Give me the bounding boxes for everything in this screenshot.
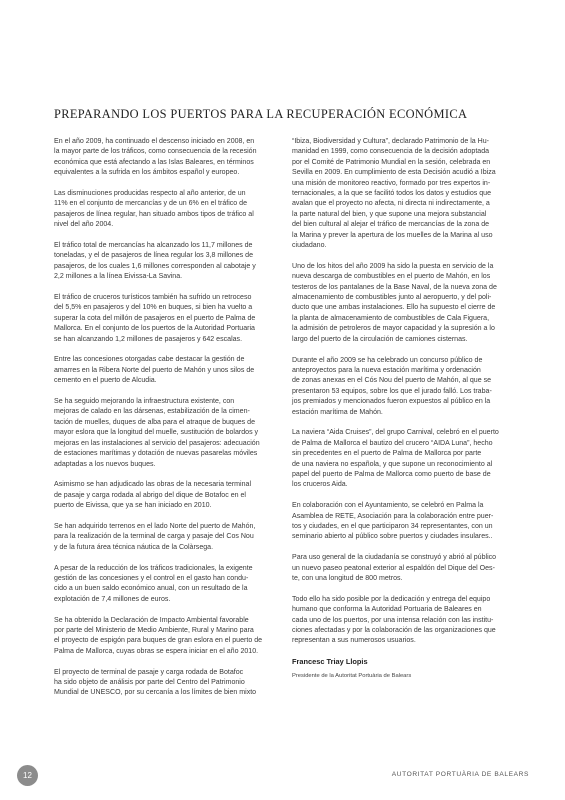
text-line: mejoras de calado en las dársenas, estabilización de la cimen- <box>54 408 250 416</box>
left-text-column <box>54 137 282 709</box>
body-paragraph <box>292 262 520 345</box>
text-line: por el Comité de Patrimonio Mundial en la sesión, celebrada en <box>292 158 491 166</box>
text-line: te, con una longitud de 800 metros. <box>292 574 403 582</box>
text-line: El proyecto de terminal de pasaje y carga rodada de Botafoc <box>54 668 244 676</box>
text-line: nueva descarga de combustibles en el puerto de Mahón, en los <box>292 273 491 281</box>
text-line: el proyecto de espigón para buques de gran eslora en el puerto de <box>54 637 263 645</box>
page-title: PREPARANDO LOS PUERTOS PARA LA RECUPERACIÓN ECONÓMICA <box>54 107 468 121</box>
right-paragraphs <box>292 137 520 647</box>
page-number: 12 <box>23 771 32 780</box>
body-paragraph <box>54 480 282 511</box>
text-line: pasajeros de línea regular, han situado ambos tipos de tráfico al <box>54 210 254 218</box>
text-line: Entre las concesiones otorgadas cabe destacar la gestión de <box>54 356 245 364</box>
body-paragraph <box>292 595 520 647</box>
body-paragraph <box>292 137 520 251</box>
text-line: económica que está afectando a las Islas Baleares, en términos <box>54 158 254 166</box>
text-line: ternacionales, a la que se facilitó todos los datos y estudios que <box>292 190 492 198</box>
text-line: y de la futura área técnica náutica de la Colàrsega. <box>54 543 214 551</box>
text-line: cada uno de los puertos, por una intensa relación con las institu- <box>292 616 494 624</box>
text-line: del bien cultural al alejar el tráfico de mercancías de la zona de <box>292 221 490 229</box>
text-line: ha sido objeto de análisis por parte del Centro del Patrimonio <box>54 678 245 686</box>
text-line: explotación de 7,4 millones de euros. <box>54 595 171 603</box>
text-line: de estaciones marítimas y dotación de nuevas pasarelas móviles <box>54 450 258 458</box>
text-line: Se ha obtenido la Declaración de Impacto Ambiental favorable <box>54 616 249 624</box>
text-line: equivalentes a la sufrida en los ámbitos español y europeo. <box>54 169 240 177</box>
text-line: de pasaje y carga rodada al abrigo del dique de Botafoc en el <box>54 491 246 499</box>
right-text-column <box>292 137 520 681</box>
text-line: para la realización de la terminal de carga y pasaje del Cos Nou <box>54 533 254 541</box>
text-line: Asamblea de RETE, Asociación para la colaboración entre puer- <box>292 512 494 520</box>
text-line: La naviera “Aida Cruises”, del grupo Carnival, celebró en el puerto <box>292 429 499 437</box>
text-line: por parte del Ministerio de Medio Ambiente, Rural y Marino para <box>54 626 254 634</box>
text-line: la mayor parte de los tráficos, como consecuencia de la recesión <box>54 148 257 156</box>
text-line: puerto de Eivissa, que ya se han iniciado en 2010. <box>54 502 212 510</box>
text-line: A pesar de la reducción de los tráficos tradicionales, la exigente <box>54 564 253 572</box>
body-paragraph <box>54 564 282 606</box>
text-line: la Marina y prever la apertura de los muelles de la Marina al uso <box>292 231 493 239</box>
text-line: superar la cota del millón de pasajeros en el puerto de Palma de <box>54 314 256 322</box>
text-line: un nuevo paseo peatonal exterior al espaldón del Dique del Oes- <box>292 564 495 572</box>
text-line: los cruceros Aida. <box>292 481 348 489</box>
text-line: de Palma de Mallorca el bautizo del crucero “AIDA Luna”, hecho <box>292 439 493 447</box>
text-line: seminario abierto al público sobre puertos y ciudades insulares.. <box>292 533 493 541</box>
text-line: se han alcanzando 1,2 millones de pasajeros y 642 escalas. <box>54 335 243 343</box>
text-line: sin precedentes en el puerto de Palma de Mallorca por parte <box>292 450 482 458</box>
text-line: En colaboración con el Ayuntamiento, se celebró en Palma la <box>292 502 484 510</box>
text-line: Durante el año 2009 se ha celebrado un concurso público de <box>292 356 483 364</box>
text-line: ciones afectadas y por la colaboración de las organizaciones que <box>292 627 496 634</box>
text-line: de una naviera no española, y que supone un reconocimiento al <box>292 460 493 468</box>
body-paragraph <box>54 137 282 179</box>
text-line: El tráfico total de mercancías ha alcanzado los 11,7 millones de <box>54 242 253 250</box>
text-line: manidad en 1999, como consecuencia de la decisión adoptada <box>292 148 490 156</box>
text-line: Se han adquirido terrenos en el lado Norte del puerto de Mahón, <box>54 522 256 530</box>
body-paragraph <box>54 522 282 553</box>
text-line: ciudadano. <box>292 242 327 250</box>
text-line: nivel del año 2004. <box>54 221 114 229</box>
text-line: la parte natural del bien, y que supone una mejora substancial <box>292 210 487 218</box>
text-line: testeros de los pantalanes de la Base Naval, de la nueva zona de <box>292 283 497 291</box>
text-line: estación marítima de Mahón. <box>292 408 383 416</box>
text-line: jos premiados y mencionados fueron expuestos al público en la <box>292 398 491 406</box>
body-paragraph <box>292 501 520 543</box>
text-line: 2,2 millones a la línea Eivissa-La Savina. <box>54 273 183 281</box>
text-line: la planta de almacenamiento de combustibles de Cala Figuera, <box>292 314 490 322</box>
text-line: humano que conforma la Autoridad Portuaria de Baleares en <box>292 606 482 614</box>
body-paragraph <box>54 189 282 231</box>
text-line: Se ha seguido mejorando la infraestructura existente, con <box>54 398 235 406</box>
text-line: del 5,5% en pasajeros y del 10% en buques, si bien ha vuelto a <box>54 304 253 312</box>
body-paragraph <box>54 355 282 386</box>
body-paragraph <box>292 553 520 584</box>
text-line: Uno de los hitos del año 2009 ha sido la puesta en servicio de la <box>292 262 494 270</box>
body-paragraph <box>54 616 282 658</box>
text-line: anteproyectos para la nueva estación marítima y ordenación <box>292 366 481 374</box>
text-line: almacenamiento de combustibles junto al aeropuerto, y del poli- <box>292 294 492 302</box>
signature-name: Francesc Triay Llopis <box>292 657 368 667</box>
text-line: Para uso general de la ciudadanía se construyó y abrió al público <box>292 554 497 562</box>
text-line: El tráfico de cruceros turísticos también ha sufrido un retroceso <box>54 294 252 302</box>
body-paragraph <box>54 241 282 283</box>
text-line: adaptadas a los nuevos buques. <box>54 460 156 468</box>
text-line: mejoras en las instalaciones al servicio del pasajeros: adecuación <box>54 439 260 447</box>
text-line: Las disminuciones producidas respecto al año anterior, de un <box>54 190 246 198</box>
text-line: pasajeros, de los cuales 1,6 millones corresponden al cabotaje y <box>54 262 256 270</box>
text-line: ducto que une ambas instalaciones. Ello ha supuesto el cierre de <box>292 304 496 312</box>
text-line: de zonas anexas en el Cós Nou del puerto de Mahón, al que se <box>292 377 492 385</box>
body-paragraph <box>54 668 282 699</box>
text-line: Mallorca. En el conjunto de los puertos de la Autoridad Portuaria <box>54 325 255 333</box>
text-line: largo del puerto de la circulación de camiones cisternas. <box>292 335 468 343</box>
page-number-badge <box>17 765 38 786</box>
body-paragraph <box>292 356 520 418</box>
text-line: Sevilla en 2009. En cumplimiento de esta Decisión acudió a Ibiza <box>292 169 496 177</box>
text-line: una misión de monitoreo reactivo, formado por tres expertos in- <box>292 179 491 187</box>
text-line: mayor eslora que la longitud del muelle, sustitución de bolardos y <box>54 429 259 437</box>
text-line: En el año 2009, ha continuado el descenso iniciado en 2008, en <box>54 138 255 145</box>
text-line: Asimismo se han adjudicado las obras de la necesaria terminal <box>54 481 252 489</box>
text-line: gestión de las concesiones y el control en el gasto han condu- <box>54 574 249 582</box>
text-line: toneladas, y el de pasajeros de línea regular los 3,8 millones de <box>54 252 254 260</box>
text-line: 11% en el conjunto de mercancías y de un 6% en el tráfico de <box>54 200 247 208</box>
text-line: Mundial de UNESCO, por su cercanía a los límites de bien mixto <box>54 689 257 697</box>
signature-role: Presidente de la Autoritat Portuària de Balears <box>292 672 412 679</box>
text-line: cemento en el puerto de Alcudia. <box>54 377 157 385</box>
text-line: Palma de Mallorca, cuyas obras se espera iniciar en el año 2010. <box>54 647 259 655</box>
footer-organization: AUTORITAT PORTUÀRIA DE BALEARS <box>391 771 529 778</box>
text-line: amarres en la Ribera Norte del puerto de Mahón y unos silos de <box>54 366 255 374</box>
text-line: cido a un buen saldo económico anual, con un resultado de la <box>54 585 248 593</box>
text-line: la admisión de petroleros de mayor capacidad y la supresión a lo <box>292 325 495 333</box>
body-paragraph <box>54 293 282 345</box>
text-line: “Ibiza, Biodiversidad y Cultura”, declarado Patrimonio de la Hu- <box>292 138 490 145</box>
text-line: tación de muelles, duques de alba para el atraque de buques de <box>54 418 255 426</box>
text-line: avalan que el proyecto no afecta, ni directa ni indirectamente, a <box>292 200 490 208</box>
text-line: papel del puerto de Palma de Mallorca como puerto de base de <box>292 470 491 478</box>
text-line: tos y ciudades, en el que participaron 34 representantes, con un <box>292 522 493 530</box>
text-line: representan a sus numerosos usuarios. <box>292 637 416 645</box>
text-line: presentaron 53 equipos, sobre los que el jurado falló. Los traba- <box>292 387 492 395</box>
body-paragraph <box>54 397 282 470</box>
text-line: Todo ello ha sido posible por la dedicación y entrega del equipo <box>292 595 491 603</box>
body-paragraph <box>292 428 520 490</box>
